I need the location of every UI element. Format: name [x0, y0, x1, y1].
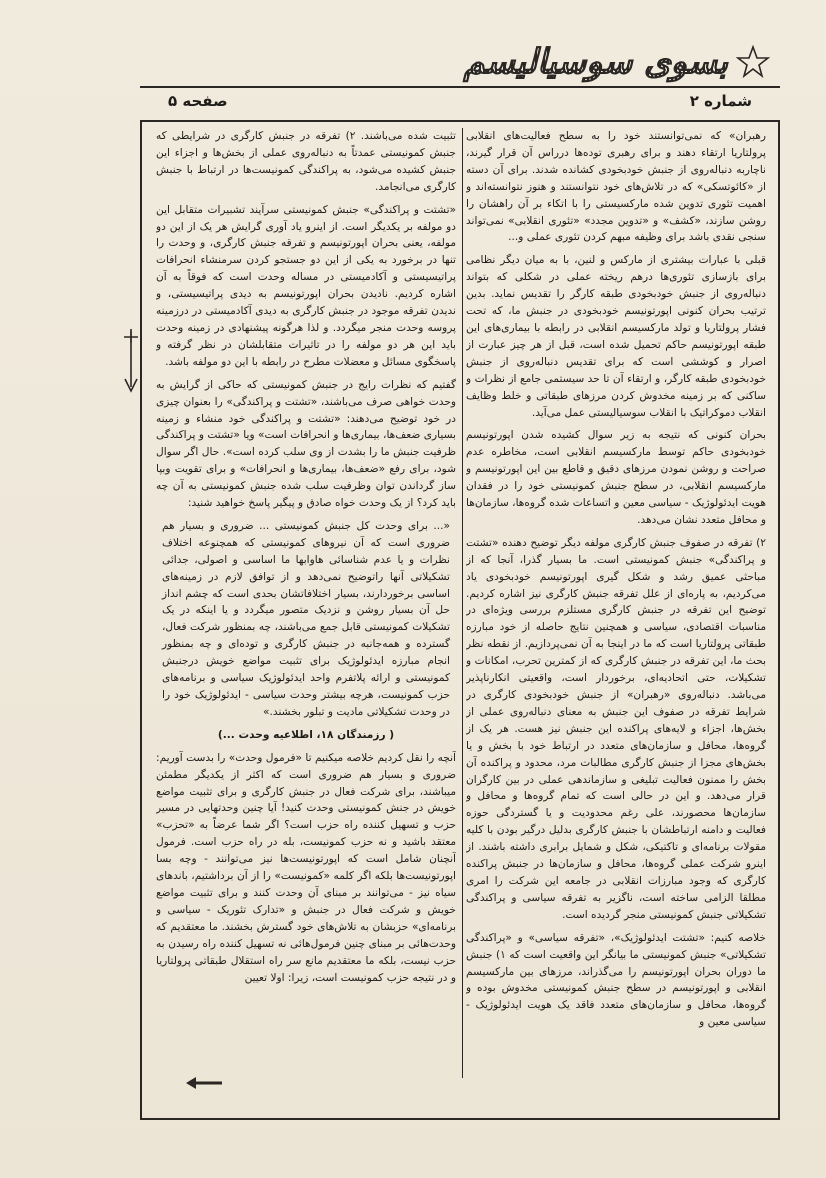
masthead: [140, 28, 780, 110]
issue-row: [140, 86, 780, 114]
article-frame: [140, 120, 780, 1120]
paragraph: بحران کنونی که نتیجه به زیر سوال کشیده شدن اپورتونیسم خودبخودی حاکم توسط مارکسیسم انقلابی است، مخاطره عدم صراحت و روشن نمودن مرزهای دقیق و قاطع بین این اپورتونیسم و مارکسیسم انقلابی، در سطح جنبش کمونیستی خود را در فقدان هویت ایدئولوژیک - سیاسی معین و اتساعات شده گروه‌ها، سازمان‌ها و محافل متعدد نشان می‌دهد.: [466, 429, 766, 526]
paragraph: قبلی با عبارات بیشتری از مارکس و لنین، با به میان دیگر نظامی برای بازسازی تئوری‌ها درهم ریخته عملی در شکلی که بتواند دنباله‌روی از جنبش خودبخودی طبقه کارگر را تقدیس نماید. بدین ترتیب بحران کنونی اپورتونیسم خودبخودی در جنبش ما، که تحت فشار پرولتاریا و تولد مارکسیسم انقلابی در رابطه با بیماری‌های این طبقه اپورتونیسم حاکم تحمیل شده است، قبل از هر چیز عبارت از اصرار و کوششی است که برای تقدیس دنباله‌روی از جنبش خودبخودی طبقه کارگر، و ارتقاء آن تا حد سیستمی جامع از نظرات و ساکنی که بر زمینه مخدوش کردن مرزهای طبقاتی و خلط وظایف انقلاب دموکراتیک با انقلاب سوسیالیستی عمل می‌آید.: [466, 254, 766, 419]
quotation: «... برای وحدت کل جنبش کمونیستی ... ضروری و بسیار هم ضروری است که آن نیروهای کمونیستی که همچنوعه اختلاف نظرات و یا عدم شناسائی هاوابها ما اساسی و اصولی، جدائی تشکیلاتی آنها راتوضیح نمی‌دهد و از توافق لازم در زمینه‌های اساسی برخوردارند، بسیار اختلافاتشان بحدی است که چشم انداز حل آن بسیار روشن و نزدیک متصور میگردد و یا اینکه در یک تشکیلات کمونیستی قابل جمع می‌باشند، چه بمنظور شرکت فعال، گسترده و همه‌جانبه در جنبش کارگری و توده‌ای و چه بمنظور انجام مبارزه ایدئولوژیک برای تثبیت مواضع خویش درجنبش کمونیستی و ارائه‌ پلاتفرم‌ واحد ایدئولوژیک سیاسی و برنامه‌های حزب کمونیست، هرچه بیشتر وحدت سیاسی - ایدئولوژیک خود را در وحدت تشکیلاتی مادیت و تبلور بخشند.»: [162, 519, 450, 718]
paragraph: خلاصه کنیم: «تشتت ایدئولوژیک»، «تفرقه سیاسی» و «پراکندگی تشکیلاتی» جنبش کمونیستی ما بیانگر این واقعیت است که ۱) جنبش ما دوران بحران اپورتونیسم را می‌گذراند، مرزهای بین مارکسیسم انقلابی و اپورتونیسم در سطح جنبش کمونیستی مخدوش بوده و گروه‌ها، محافل و سازمان‌های متعدد فاقد یک هویت ایدئولوژیک - سیاسی معین و: [466, 931, 766, 1029]
continuation-arrow-icon: [122, 327, 140, 397]
page-number: صفحه ۵: [168, 92, 228, 110]
logo: [463, 32, 770, 92]
paragraph: «تشتت و پراکندگی» جنبش کمونیستی سرآیند تشبیرات متقابل این دو مولفه بر یکدیگر است. از اینرو یاد آوری گرایش هر یک از این دو مولفه، یعنی بحران اپورتونیسم و تفرقه جنبش کارگری، و وحدت را تنها در برخورد به یکی از این دو جستجو کردن سرمنشاء انحرافات پراتیسیستی و آکادمیستی در مساله وحدت است که فوقاً به آن اشاره کردیم. نادیدن بحران اپورتونیسم به دیدی پراتیسیستی، و ندیدن تفرقه موجود در جنبش کارگری به دیدی آکادمیستی در درزمینه پروسه وحدت منجر میگردد. و لذا هرگونه پیشنهادی در زمینه وحدت باید این هر دو مولفه را در تاثیرات متقابلشان در نظر گرفته و پاسخگوی مسائل و معضلات مطرح در رابطه با این دو مولفه باشد.: [156, 203, 456, 368]
next-page-arrow-icon: [184, 1076, 224, 1090]
paragraph: گفتیم که نظرات رایج در جنبش کمونیستی که حاکی از گرایش به وحدت خواهی صرف می‌باشند، «تشتت و پراکندگی» را بعنوان چیزی در خود توضیح می‌دهند: «تشتت و پراکندگی خود منشاء و زمینه بسیاری ضعف‌ها، بیماری‌ها و انحرافات است» ویا «تشتت و پراکندگی ظرفیت جنبش ما را بشدت از وی سلب کرده است». حال اگر سوال شود، برای رفع «ضعف‌ها، بیماری‌ها و انحرافات» و برای تقویت وبپا ساز گرداندن توان وظرفیت سلب شده جنبش کمونیستی به آن چه باید کرد؟ از یک وحدت خواه صادق و پیگیر پاسخ خواهید شنید:: [156, 378, 456, 510]
paragraph: تثبیت شده می‌باشند. ۲) تفرقه در جنبش کارگری در شرایطی که جنبش کمونیستی عمدتاً به دنباله‌روی عملی از بخش‌ها و اجزاء این جنبش کشیده می‌شود، به پراکندگی کمونیست‌ها در ارتباط با جنبش کارگری می‌انجامد.: [156, 130, 456, 193]
paragraph: آنچه را نقل کردیم خلاصه میکنیم تا «فرمول وحدت» را بدست آوریم: ضروری و بسیار هم ضروری است که اکثر از یکدیگر مطمئن میباشند، برای شرکت فعال در جنبش کارگری و برای تثبیت مواضع خویش در جنش کمونیستی وحدت کنید! آیا چنین وحدتهایی در مسیر حزب و تسهیل کننده راه حزب است؟ اگر شما عرضاً به «تحزب» معتقد باشید و نه حزب کمونیست، بله در راه حزب است. فرمول آنچنان شامل است که اپورتونیست‌ها نیز می‌توانند - وچه بسا اپورتونیست‌ها بلکه اگر کلمه «کمونیست» را از آن برداشتیم، باندهای سیاه نیز - می‌توانند بر مبنای آن وحدت کنند و برای تثبیت مواضع خویش و شرکت فعال در جنبش و «تدارک تئوریک - سیاسی و برنامه‌ای» حزبشان به تلاش‌های خود گسترش بخشند. ما معتقدیم که وحدت‌هائی بر مبنای چنین فرمول‌هائی نه تسهیل کننده راه رسیدن به حزب نیست، بلکه ما معتقدیم مانع سر راه استقلال طبقاتی پرولتاریا و در نتیجه حزب کمونیست است، زیرا: اولا تعیین: [156, 751, 456, 984]
paragraph: رهبران» که نمی‌توانستند خود را به سطح فعالیت‌های انقلابی پرولتاریا ارتقاء دهند و برای رهبری توده‌ها درراس آن قرار گیرند، ناچاربه دنباله‌روی از جنبش خودبخودی کشانده شدند. برای آن دسته از «کائوتسکی» که در تلاش‌های خود نتوانستند و هنوز نتوانسته‌اند و اهمیت تئوری تدوین شده مارکسیستی را با اتکاء بر آن راهشان را روشن سازند، «کشف» و «تدوین مجدد» «تئوری انقلابی» نمی‌تواند سنجی نقدی باشد برای وظیفه مبهم کردن تئوری عملی و...: [466, 130, 766, 244]
left-column: [156, 128, 456, 1110]
star-icon: [736, 45, 770, 79]
issue-number: شماره ۲: [689, 92, 752, 110]
paragraph: ۲) تفرقه در صفوف جنبش کارگری مولفه دیگر توضیح دهنده «تشتت و پراکندگی» جنبش کمونیستی است. ما بسیار گذرا، آنجا که از مباحثی عمیق رشد و شکل گیری اپورتونیسم خودبخودی یاد می‌کردیم، به پاره‌ای از علل تفرقه جنبش کارگری نیز اشاره کردیم. توضیح این تفرقه در جنبش کارگری مستلزم بررسی ویژه‌ای در مناسبات اقتصادی، سیاسی و همچنین نتایج حاصله از خود مبارزه طبقاتی پرولتاریا است که ما در اینجا به آن نمی‌پردازیم. از نقطه نظر بحث ما، این تفرقه در جنبش کارگری که از کمترین تحرب، امکانات و تشکیلات، حتی اتحادیه‌ای، برخوردار است، واقعیتی انکارناپذیر می‌باشد. دنباله‌روی «رهبران» از جنبش خودبخودی کارگری در شرایط تفرقه در صفوف این جنبش به معنای دنباله‌روی عملی از بخش‌ها، اجزاء و لایه‌های پراکنده این جنبش نیز هست. هر یک از گروه‌ها، محافل و سازمان‌های متعدد در ارتباط خود با بخش و یا بخش‌های مجزا از جنبش کارگری مطالبات مرد، محدود و پراکنده آن بخش را ممنون فعالیت تبلیغی و سازماندهی عملی در بین کارگران قرار می‌دهد. و این در حالی است که تمام گروه‌ها و محافل و سازمان‌ها محصورند، علی رغم محدودیت و یا گستردگی حوزه فعالیت و دامنه ارتباطشان با جنبش کارگری بدلیل درگیر بودن با کلیه مقولات برنامه‌ای و تاکتیکی، شکل و شمایل برابری داشته باشند. از اینرو شرکت عملی گروه‌ها، محافل و سازمان‌ها در جنبش پراکنده کارگری که وجود مبارزات انقلابی در جامعه این شرکت را امری مطلقا الزامی ساخته است، ناگزیر به تفرقه سیاسی و پراکندگی تشکیلاتی جنبش کمونیستی منجر گردیده است.: [466, 536, 766, 921]
logo-text: بسوی سوسیالیسم: [463, 42, 728, 82]
quotation-source: ( رزمندگان ۱۸، اطلاعیه وحدت ...): [217, 728, 395, 741]
right-column: [466, 128, 766, 1110]
column-divider: [462, 128, 463, 1078]
